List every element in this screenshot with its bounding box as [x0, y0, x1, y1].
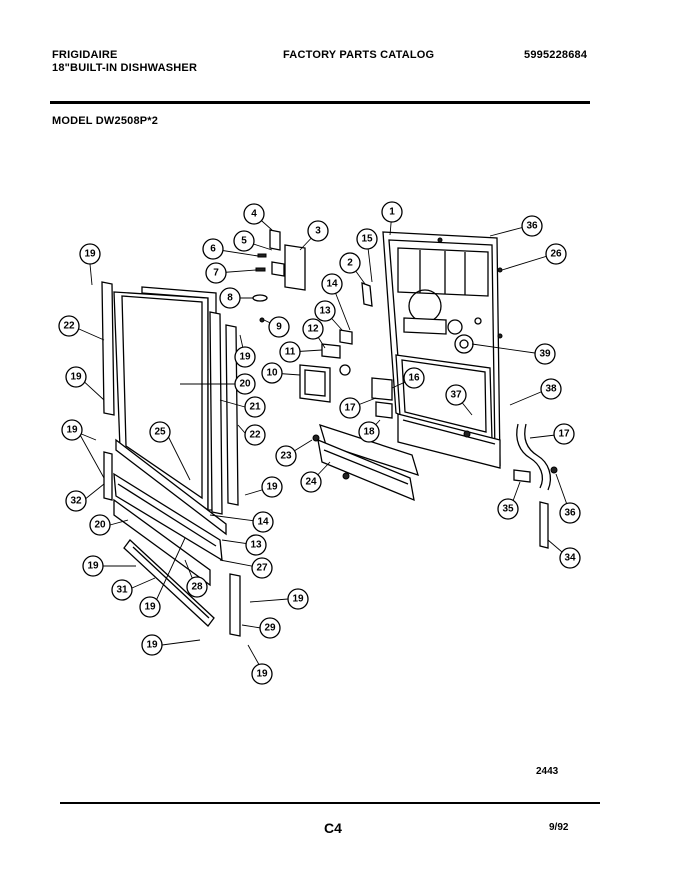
svg-text:25: 25: [154, 426, 166, 438]
callout-17-a: [340, 398, 360, 418]
callout-20-a: [235, 374, 255, 394]
callout-14-a: [322, 274, 342, 294]
model-number: MODEL DW2508P*2: [52, 115, 159, 127]
svg-text:14: 14: [257, 516, 269, 528]
callout-19-g: [140, 597, 160, 617]
svg-text:31: 31: [116, 584, 128, 596]
callout-19-h: [288, 589, 308, 609]
callout-22-a: [59, 316, 79, 336]
callout-37: [446, 385, 466, 405]
svg-text:13: 13: [250, 539, 262, 551]
callout-5: [234, 231, 254, 251]
callout-4: [244, 204, 264, 224]
svg-text:19: 19: [292, 593, 304, 605]
callout-17-b: [554, 424, 574, 444]
svg-text:19: 19: [144, 601, 156, 613]
svg-text:9: 9: [276, 321, 282, 333]
svg-text:2: 2: [347, 257, 353, 269]
callout-38: [541, 379, 561, 399]
svg-text:13: 13: [319, 305, 331, 317]
callout-19-f: [83, 556, 103, 576]
svg-text:19: 19: [66, 424, 78, 436]
callout-28: [187, 577, 207, 597]
svg-text:19: 19: [256, 668, 268, 680]
svg-text:18: 18: [363, 426, 375, 438]
callout-29: [260, 618, 280, 638]
callout-19-i: [142, 635, 162, 655]
brand-name: FRIGIDAIRE: [52, 49, 118, 61]
svg-text:11: 11: [284, 346, 296, 358]
svg-text:19: 19: [87, 560, 99, 572]
svg-text:10: 10: [266, 367, 278, 379]
callout-19-a: [80, 244, 100, 264]
catalog-number: 5995228684: [524, 49, 588, 61]
svg-text:15: 15: [361, 233, 373, 245]
callout-15: [357, 229, 377, 249]
callout-31: [112, 580, 132, 600]
svg-text:32: 32: [70, 495, 82, 507]
callout-22-b: [245, 425, 265, 445]
callout-36-a: [522, 216, 542, 236]
callout-27: [252, 558, 272, 578]
svg-text:5: 5: [241, 235, 247, 247]
callout-19-c: [62, 420, 82, 440]
door-outer-panel: [114, 287, 216, 510]
svg-text:22: 22: [63, 320, 75, 332]
svg-text:37: 37: [450, 389, 462, 401]
svg-text:23: 23: [280, 450, 292, 462]
svg-text:6: 6: [210, 243, 216, 255]
catalog-title: FACTORY PARTS CATALOG: [283, 49, 435, 61]
svg-text:19: 19: [70, 371, 82, 383]
svg-text:8: 8: [227, 292, 233, 304]
callout-21: [245, 397, 265, 417]
callout-12: [303, 319, 323, 339]
callout-35: [498, 499, 518, 519]
revision-date: 9/92: [549, 822, 569, 833]
svg-text:20: 20: [239, 378, 251, 390]
svg-text:26: 26: [550, 248, 562, 260]
svg-text:35: 35: [502, 503, 514, 515]
callout-26: [546, 244, 566, 264]
svg-text:7: 7: [213, 267, 219, 279]
figure-number: 2443: [536, 766, 559, 777]
svg-text:19: 19: [266, 481, 278, 493]
svg-text:3: 3: [315, 225, 321, 237]
callout-19-j: [252, 664, 272, 684]
callout-36-b: [560, 503, 580, 523]
product-name: 18"BUILT-IN DISHWASHER: [52, 62, 198, 74]
callout-19-d: [235, 347, 255, 367]
callout-24: [301, 472, 321, 492]
svg-text:12: 12: [307, 323, 319, 335]
svg-text:14: 14: [326, 278, 338, 290]
callout-16: [404, 368, 424, 388]
drain-hose: [514, 424, 557, 548]
callout-11: [280, 342, 300, 362]
callout-6: [203, 239, 223, 259]
page-number: C4: [324, 820, 342, 836]
svg-text:22: 22: [249, 429, 261, 441]
svg-text:36: 36: [564, 507, 576, 519]
callout-1: [382, 202, 402, 222]
door-latch-parts: [253, 230, 305, 322]
svg-text:28: 28: [191, 581, 203, 593]
callout-25: [150, 422, 170, 442]
callout-2: [340, 253, 360, 273]
callout-34: [560, 548, 580, 568]
svg-text:27: 27: [256, 562, 268, 574]
footer-rule: [60, 802, 600, 804]
callout-14-b: [253, 512, 273, 532]
svg-text:4: 4: [251, 208, 257, 220]
callout-23: [276, 446, 296, 466]
svg-text:17: 17: [558, 428, 570, 440]
svg-text:16: 16: [408, 372, 420, 384]
callout-32: [66, 491, 86, 511]
callout-19-b: [66, 367, 86, 387]
callout-7: [206, 263, 226, 283]
callout-3: [308, 221, 328, 241]
callout-39: [535, 344, 555, 364]
svg-text:20: 20: [94, 519, 106, 531]
svg-text:19: 19: [84, 248, 96, 260]
callout-13-a: [315, 301, 335, 321]
svg-text:24: 24: [305, 476, 317, 488]
callout-13-b: [246, 535, 266, 555]
svg-text:36: 36: [526, 220, 538, 232]
callout-19-e: [262, 477, 282, 497]
svg-text:1: 1: [389, 206, 395, 218]
svg-text:21: 21: [249, 401, 261, 413]
svg-text:39: 39: [539, 348, 551, 360]
callout-20-b: [90, 515, 110, 535]
svg-text:19: 19: [239, 351, 251, 363]
svg-text:19: 19: [146, 639, 158, 651]
callout-9: [269, 317, 289, 337]
callout-10: [262, 363, 282, 383]
callout-18: [359, 422, 379, 442]
svg-text:38: 38: [545, 383, 557, 395]
callout-8: [220, 288, 240, 308]
svg-text:34: 34: [564, 552, 576, 564]
svg-text:29: 29: [264, 622, 276, 634]
svg-text:17: 17: [344, 402, 356, 414]
